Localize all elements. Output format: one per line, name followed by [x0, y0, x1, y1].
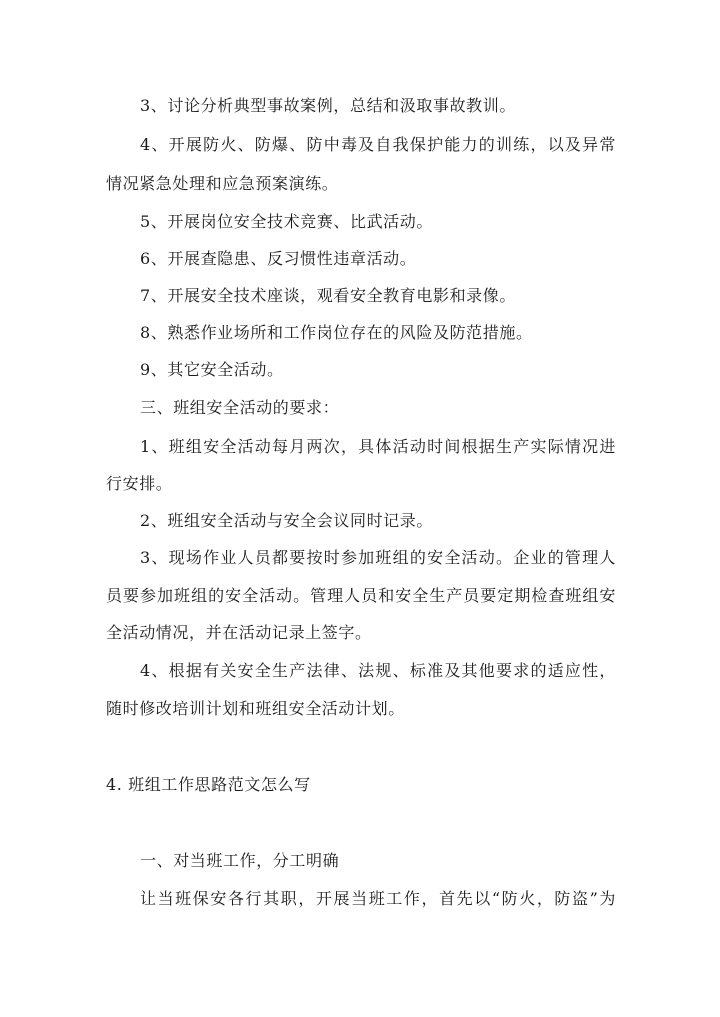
paragraph-line: 随时修改培训计划和班组安全活动计划。 [106, 699, 405, 718]
paragraph-line: 行安排。 [106, 474, 173, 493]
paragraph-line: 员要参加班组的安全活动。管理人员和安全生产员要定期检查班组安 [106, 586, 616, 605]
paragraph-line: 全活动情况，并在活动记录上签字。 [106, 623, 372, 642]
paragraph-line: 3、现场作业人员都要按时参加班组的安全活动。企业的管理人 [140, 548, 616, 567]
paragraph-line: 2、班组安全活动与安全会议同时记录。 [140, 511, 433, 530]
article-heading: 4. 班组工作思路范文怎么写 [106, 775, 311, 794]
subsection-heading: 一、对当班工作，分工明确 [140, 851, 340, 870]
paragraph-line: 3、讨论分析典型事故案例，总结和汲取事故教训。 [140, 96, 516, 115]
paragraph-line: 6、开展查隐患、反习惯性违章活动。 [140, 249, 417, 268]
paragraph-line: 让当班保安各行其职，开展当班工作，首先以“防火，防盗”为 [140, 889, 616, 908]
paragraph-line: 8、熟悉作业场所和工作岗位存在的风险及防范措施。 [140, 323, 533, 342]
paragraph-line: 情况紧急处理和应急预案演练。 [106, 174, 339, 193]
paragraph-line: 1、班组安全活动每月两次，具体活动时间根据生产实际情况进 [140, 437, 616, 456]
section-heading: 三、班组安全活动的要求： [140, 398, 340, 417]
paragraph-line: 4、开展防火、防爆、防中毒及自我保护能力的训练，以及异常 [140, 135, 616, 154]
paragraph-line: 9、其它安全活动。 [140, 360, 284, 379]
paragraph-line: 4、根据有关安全生产法律、法规、标准及其他要求的适应性， [140, 661, 616, 680]
paragraph-line: 5、开展岗位安全技术竞赛、比武活动。 [140, 212, 433, 231]
paragraph-line: 7、开展安全技术座谈，观看安全教育电影和录像。 [140, 286, 516, 305]
